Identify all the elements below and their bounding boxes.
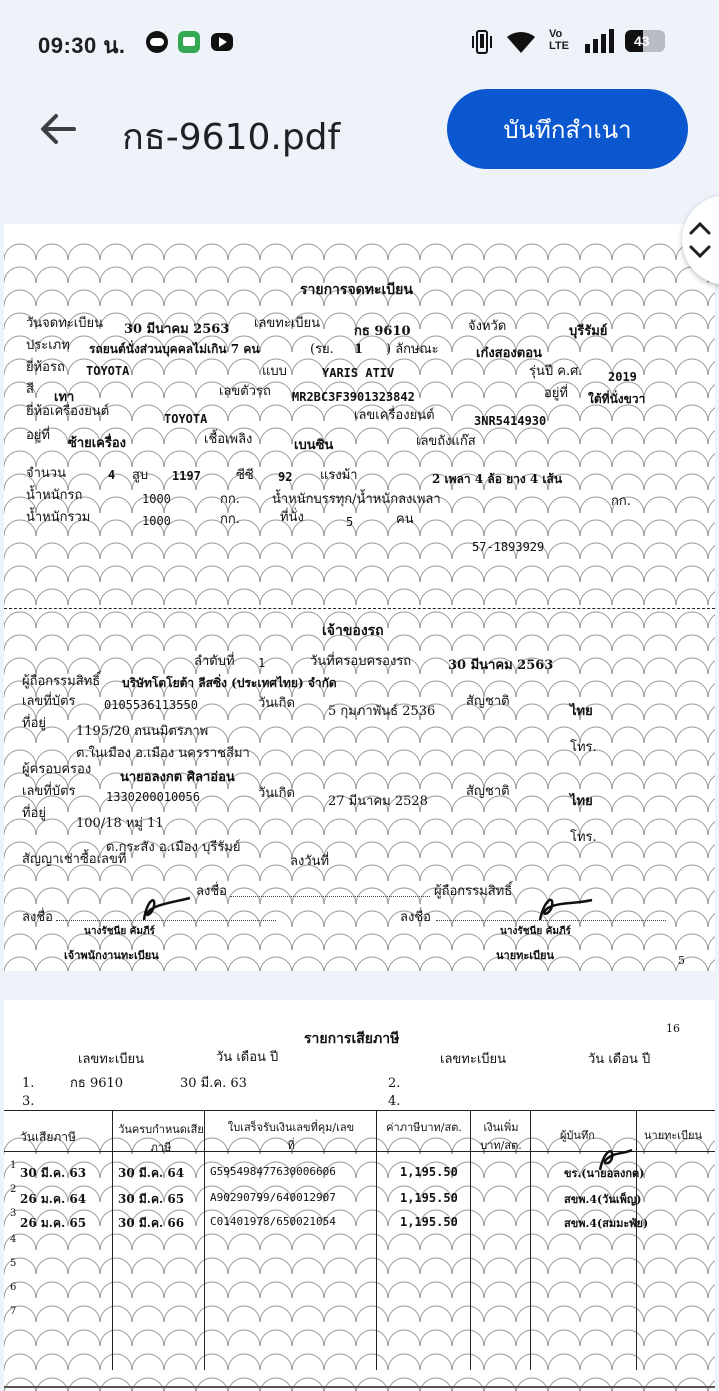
label: ที่อยู่ — [22, 716, 46, 731]
registrar-title: นายทะเบียน — [496, 949, 555, 962]
label: วันจดทะเบียน — [26, 316, 103, 331]
messages-icon — [178, 31, 200, 53]
table-rule — [4, 1110, 715, 1111]
sequence: 1 — [258, 656, 266, 670]
cylinders: 4 — [108, 468, 116, 482]
page-bottom-edge — [4, 1386, 715, 1388]
label: ซีซี — [236, 468, 254, 483]
owner-heading: เจ้าของรถ — [322, 623, 384, 639]
label: เลขตัวรถ — [219, 384, 271, 399]
document-code: 57-1893929 — [472, 540, 545, 554]
tax-amount: 1,195.50 — [400, 1191, 458, 1205]
row-number: 6 — [10, 1282, 17, 1293]
receipt-no: A90290799/640012907 — [210, 1191, 336, 1204]
label: สัญชาติ — [466, 784, 510, 799]
label: กก. — [611, 494, 631, 509]
holder-address-1: 100/18 หมู่ 11 — [76, 816, 164, 831]
column-header: ใบเสร็จรับเงินเลขที่คุม/เลขที่ — [227, 1121, 355, 1152]
seats: 5 — [346, 515, 354, 529]
label: ลงชื่อ — [400, 910, 431, 925]
brand: TOYOTA — [86, 364, 130, 378]
signature-line — [230, 896, 430, 897]
file-title: กธ-9610.pdf — [122, 117, 341, 158]
row-number: 1 — [10, 1160, 17, 1171]
label: วัน เดือน ปี — [216, 1050, 279, 1065]
label: เลขที่บัตร — [22, 784, 76, 799]
list-number: 1. — [22, 1076, 35, 1091]
label: ผู้ถือกรรมสิทธิ์ — [434, 884, 513, 899]
label: น้ำหนักรถ — [26, 488, 83, 503]
label: จำนวน — [26, 466, 66, 481]
officer-signature — [134, 892, 194, 924]
battery-level: 43 — [634, 33, 650, 49]
holder-id: 1330200010056 — [106, 790, 200, 804]
receipt-no: C01401978/650021054 — [210, 1215, 336, 1228]
label: ที่นั่ง — [280, 510, 304, 525]
signal-icon — [583, 28, 615, 54]
column-header: วันครบกำหนดเสียภาษี — [118, 1123, 204, 1154]
column-header: วันเสียภาษี — [20, 1130, 76, 1144]
row-number: 7 — [10, 1306, 17, 1317]
label: เลขทะเบียน — [78, 1052, 145, 1067]
color: เทา — [54, 390, 75, 405]
nationality: ไทย — [570, 794, 593, 809]
gross-weight: 1000 — [142, 514, 171, 528]
list-number: 4. — [388, 1094, 401, 1109]
chassis-location: ใต้ที่นั่งขวา — [588, 392, 646, 406]
divider — [4, 608, 715, 609]
model-year: 2019 — [608, 370, 637, 384]
label: ลำดับที่ — [194, 654, 235, 669]
label: ) ลักษณะ — [386, 342, 439, 357]
owner-birth: 5 กุมภาพันธ์ 2536 — [328, 704, 436, 719]
label: วันเกิด — [258, 696, 295, 711]
holder-name: นายอลงกต ศิลาอ่อน — [120, 770, 235, 785]
table-rule — [470, 1110, 471, 1370]
engine-no: 3NR5414930 — [474, 414, 547, 428]
wifi-icon — [505, 29, 537, 55]
label: สี — [26, 382, 34, 397]
back-arrow-icon[interactable] — [34, 106, 80, 152]
label: ยี่ห้อรถ — [26, 360, 65, 375]
owner-id: 0105536113550 — [104, 698, 198, 712]
engine-brand: TOYOTA — [164, 412, 208, 426]
type-code: 1 — [354, 342, 364, 357]
label: กก. — [220, 492, 240, 507]
paid-date: 30 มี.ค. 63 — [20, 1166, 87, 1180]
due-date: 30 มี.ค. 66 — [118, 1216, 185, 1230]
fuel: เบนซิน — [294, 438, 334, 453]
label: เลขทะเบียน — [254, 316, 321, 331]
owner-address-1: 1195/20 ถนนมิตรภาพ — [76, 724, 209, 739]
label: เลขที่บัตร — [22, 694, 76, 709]
label: ลงวันที่ — [290, 854, 330, 869]
column-header: เงินเพิ่มบาท/สต. — [480, 1121, 522, 1152]
youtube-icon — [211, 33, 233, 51]
recorded-by: ขร.(นายอลงกต) — [564, 1167, 645, 1180]
label: ลงชื่อ — [22, 910, 53, 925]
recorded-by: สขพ.4(วันเพ็ญ) — [564, 1193, 642, 1206]
officer-title: เจ้าพนักงานทะเบียน — [64, 949, 159, 962]
label: โทร. — [570, 830, 597, 845]
recorder-signature — [594, 1144, 634, 1174]
tax-reg-no: กธ 9610 — [70, 1076, 124, 1091]
page-number: 5 — [678, 954, 685, 967]
label: น้ำหนักบรรทุก/น้ำหนักลงเพลา — [272, 492, 441, 507]
label: ยี่ห้อเครื่องยนต์ — [26, 404, 110, 419]
cc: 1197 — [172, 469, 201, 483]
label: วัน เดือน ปี — [588, 1052, 651, 1067]
label: สัญญาเช่าซื้อเลขที่ — [22, 852, 127, 867]
table-rule — [112, 1110, 113, 1370]
axles: 2 เพลา 4 ล้อ ยาง 4 เส้น — [432, 472, 563, 486]
label: เลขเครื่องยนต์ — [354, 408, 435, 423]
label: น้ำหนักรวม — [26, 510, 91, 525]
label: สูบ — [132, 468, 149, 483]
label: แบบ — [262, 364, 287, 379]
label: รุ่นปี ค.ศ. — [529, 364, 583, 379]
list-number: 3. — [22, 1094, 35, 1109]
due-date: 30 มี.ค. 64 — [118, 1166, 185, 1180]
paid-date: 26 ม.ค. 64 — [20, 1192, 87, 1206]
label: อยู่ที่ — [544, 386, 568, 401]
volte-icon: Vo LTE — [549, 28, 569, 52]
paid-date: 26 ม.ค. 65 — [20, 1216, 87, 1230]
status-time: 09:30 น. — [38, 33, 126, 58]
table-rule — [376, 1110, 377, 1370]
holder-address-2: ต.กระสัง อ.เมือง บุรีรัมย์ — [106, 840, 241, 855]
chevron-up-icon — [688, 221, 712, 235]
row-number: 4 — [10, 1234, 17, 1245]
save-copy-button[interactable]: บันทึกสำเนา — [447, 89, 688, 169]
registrar-signature — [532, 892, 596, 924]
column-header: ค่าภาษีบาท/สต. — [386, 1121, 462, 1134]
reg-no: กธ 9610 — [354, 324, 411, 339]
officer-name: นางรัชนีย คัมภีร์ — [84, 926, 155, 937]
body-style: เก๋งสองตอน — [476, 346, 542, 361]
receipt-no: G595498477630006606 — [210, 1165, 336, 1178]
table-rule — [530, 1110, 531, 1370]
owner-address-2: ต.ในเมือง อ.เมือง นครราชสีมา — [76, 746, 250, 761]
reg-date: 30 มีนาคม 2563 — [124, 322, 230, 337]
status-bar — [0, 0, 719, 84]
model: YARIS ATIV — [322, 366, 395, 380]
label: แรงม้า — [320, 468, 358, 483]
vibrate-icon — [470, 28, 494, 56]
label: โทร. — [570, 740, 597, 755]
label: เลขถังแก๊ส — [416, 434, 476, 449]
label: ผู้ครอบครอง — [22, 762, 92, 777]
province: บุรีรัมย์ — [569, 324, 608, 339]
tax-heading: รายการเสียภาษี — [304, 1031, 400, 1047]
label: เลขทะเบียน — [440, 1052, 507, 1067]
label: ประเภท — [26, 338, 70, 353]
page-number: 16 — [666, 1022, 680, 1035]
registrar-name: นางรัชนีย คัมภีร์ — [500, 926, 571, 937]
tax-reg-date: 30 มี.ค. 63 — [180, 1076, 247, 1091]
weight: 1000 — [142, 492, 171, 506]
engine-location: ซ้ายเครื่อง — [68, 436, 127, 451]
chassis-no: MR2BC3F3901323842 — [292, 390, 415, 404]
label: ผู้ถือกรรมสิทธิ์ — [22, 674, 101, 689]
owner-name: บริษัทโตโยต้า ลีสซิ่ง (ประเทศไทย) จำกัด — [122, 676, 337, 690]
table-rule — [636, 1110, 637, 1370]
list-number: 2. — [388, 1076, 401, 1091]
holder-birth: 27 มีนาคม 2528 — [328, 794, 428, 809]
label: ลงชื่อ — [196, 884, 227, 899]
row-number: 3 — [10, 1208, 17, 1219]
app-bar — [0, 84, 719, 180]
document-page-2 — [4, 1000, 715, 1391]
label: ที่อยู่ — [22, 806, 46, 821]
label: สัญชาติ — [466, 694, 510, 709]
label: เชื้อเพลิง — [204, 432, 253, 447]
nationality: ไทย — [570, 704, 593, 719]
due-date: 30 มี.ค. 65 — [118, 1192, 185, 1206]
row-number: 5 — [10, 1258, 17, 1269]
column-header: นายทะเบียน — [644, 1129, 703, 1142]
label: คน — [396, 512, 414, 527]
chevron-down-icon — [688, 245, 712, 259]
label: (รย. — [310, 342, 334, 357]
label: วันเกิด — [258, 786, 295, 801]
row-number: 2 — [10, 1184, 17, 1195]
label: อยู่ที่ — [26, 428, 50, 443]
label: วันที่ครอบครองรถ — [310, 654, 412, 669]
label: กก. — [220, 512, 240, 527]
label: จังหวัด — [468, 319, 507, 334]
vehicle-type: รถยนต์นั่งส่วนบุคคลไม่เกิน 7 คน — [89, 342, 260, 356]
column-header: ผู้บันทึก — [560, 1129, 595, 1142]
document-page-1 — [4, 224, 715, 971]
recorded-by: สขพ.4(สมมะพัย) — [564, 1217, 649, 1230]
possess-date: 30 มีนาคม 2563 — [448, 658, 554, 673]
horsepower: 92 — [278, 470, 293, 484]
tax-amount: 1,195.50 — [400, 1215, 458, 1229]
tax-amount: 1,195.50 — [400, 1165, 458, 1179]
line-icon — [146, 31, 168, 53]
battery-icon — [625, 30, 665, 52]
registration-heading: รายการจดทะเบียน — [300, 282, 413, 298]
